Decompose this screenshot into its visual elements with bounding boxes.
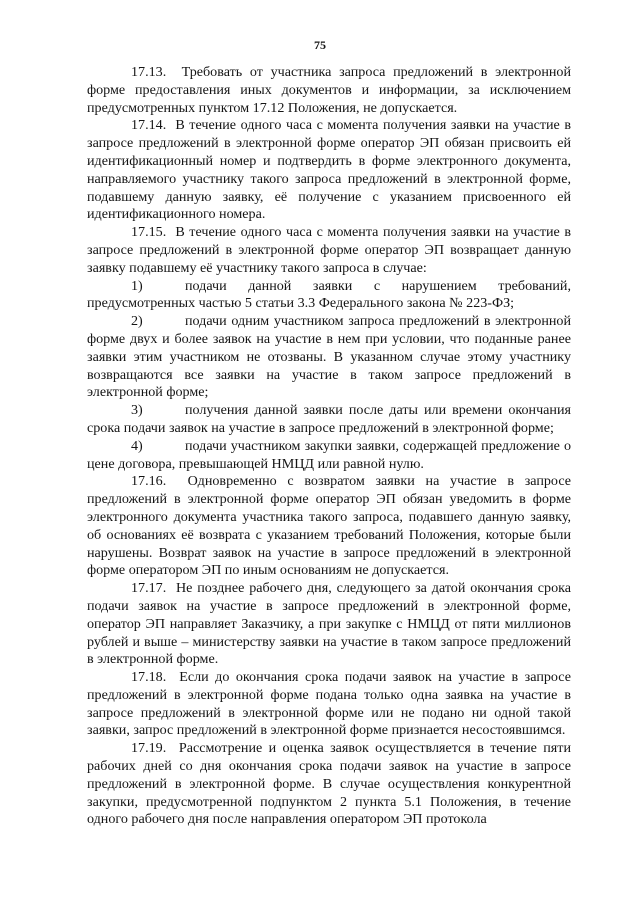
paragraph-text: Не позднее рабочего дня, следующего за датой окончания срока подачи заявок на участие в запросе предложений в электронной форме, оператор ЭП направляет Заказчику, а при закупке с НМЦД от пяти миллионов рублей и выше – министерству заявки на участие в таком запросе предложений в электронной форме. [87, 580, 572, 668]
paragraph-text: Требовать от участника запроса предложений в электронной форме предоставления иных документов и информации, за исключением предусмотренных пунктом 17.12 Положения, не допускается. [87, 64, 571, 116]
subitem-number: 2) [131, 313, 143, 330]
subitem-3 [87, 402, 571, 438]
document-body [87, 64, 571, 829]
subitem-number: 1) [131, 277, 143, 294]
paragraph-17-16 [87, 473, 571, 580]
paragraph-17-19 [87, 740, 571, 829]
paragraph-17-18 [87, 669, 571, 740]
paragraph-number: 17.19. [131, 740, 167, 757]
subitem-text: получения данной заявки после даты или времени окончания срока подачи заявок на участие в запросе предложений в электронной форме; [87, 402, 571, 436]
paragraph-17-15 [87, 224, 571, 277]
subitem-2 [87, 313, 571, 402]
page-number: 75 [314, 38, 326, 52]
paragraph-number: 17.15. [131, 224, 167, 241]
paragraph-number: 17.16. [131, 473, 167, 490]
subitem-1 [87, 278, 571, 314]
subitem-4 [87, 438, 571, 474]
paragraph-text: Рассмотрение и оценка заявок осуществляется в течение пяти рабочих дней со дня окончания срока подачи заявок на участие в запросе предложений в электронной форме. В случае осуществления конкурентной закупки, предусмотренной подпунктом 2 пункта 5.1 Положения, в течение одного рабочего дня после направления оператором ЭП протокола [87, 740, 571, 828]
paragraph-text: В течение одного часа с момента получения заявки на участие в запросе предложений в электронной форме оператор ЭП возвращает данную заявку подавшему её участнику такого запроса в случае: [87, 224, 571, 276]
subitem-text: подачи участником закупки заявки, содержащей предложение о цене договора, превышающей НМЦД или равной нулю. [87, 437, 571, 472]
paragraph-text: В течение одного часа с момента получения заявки на участие в запросе предложений в электронной форме оператор ЭП обязан присвоить ей идентификационный номер и подтвердить в форме электронного документа, направляемого участнику такого запроса предложений в электронной форме, подавшему данную заявку, её получение с указанием присвоенного ей идентификационного номера. [87, 117, 571, 223]
paragraph-number: 17.17. [131, 580, 167, 597]
paragraph-17-13 [87, 64, 571, 117]
paragraph-number: 17.13. [131, 64, 167, 80]
paragraph-text: Одновременно с возвратом заявки на участие в запросе предложений в электронной форме оператор ЭП обязан уведомить в форме электронного документа участника такого запроса, подавшего данную заявку, об основаниях её возврата с указанием требований Положения, которые были нарушены. Возврат заявок на участие в запросе предложений в электронной форме оператором ЭП по иным основаниям не допускается. [87, 473, 572, 579]
paragraph-number: 17.18. [131, 669, 167, 686]
paragraph-number: 17.14. [131, 117, 167, 134]
subitem-number: 4) [131, 437, 143, 454]
subitem-number: 3) [131, 402, 143, 419]
paragraph-17-17 [87, 580, 571, 669]
subitem-text: подачи одним участником запроса предложений в электронной форме двух и более заявок на участие в нем при условии, что поданные ранее заявки этим участником не отозваны. В указанном случае этому участнику возвращаются все заявки на участие в таком запросе предложений в электронной форме; [87, 313, 571, 401]
paragraph-17-14 [87, 117, 571, 224]
paragraph-text: Если до окончания срока подачи заявок на участие в запросе предложений в электронной форме подана только одна заявка на участие в запросе предложений в электронной форме или не подано ни одной такой заявки, запрос предложений в электронной форме признается несостоявшимся. [87, 669, 571, 739]
subitem-text: подачи данной заявки с нарушением требований, предусмотренных частью 5 статьи 3.3 Федерального закона № 223-ФЗ; [87, 277, 571, 312]
